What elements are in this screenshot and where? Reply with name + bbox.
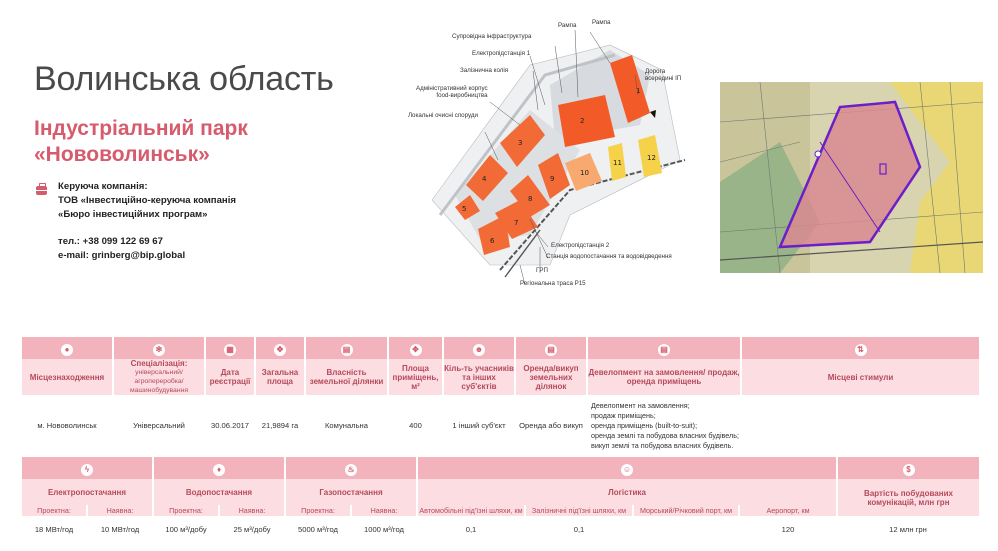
people-icon: ☻ <box>474 345 484 354</box>
value-gas-available: 1000 м³/год <box>351 516 417 544</box>
value-land-ownership: Комунальна <box>305 395 388 457</box>
site-plan-drawing <box>380 15 715 293</box>
value-port <box>633 516 739 544</box>
value-water-project: 100 м³/добу <box>153 516 219 544</box>
value-location: м. Нововолинськ <box>21 395 113 457</box>
svg-text:1: 1 <box>636 87 641 95</box>
label-railway: Залізнична колія <box>460 67 509 74</box>
sub-port: Морський/Річковий порт, км <box>633 505 739 516</box>
header-water: Водопостачання <box>153 479 285 505</box>
svg-text:10: 10 <box>580 169 589 177</box>
sub-water-available: Наявна: <box>219 505 285 516</box>
label-substation-1: Електропідстанція 1 <box>472 50 531 57</box>
briefcase-icon <box>36 186 47 195</box>
flame-icon: ♨ <box>345 464 357 476</box>
header-land-lease: Оренда/викуп земельних ділянок <box>515 359 587 395</box>
sub-road-access: Автомобільні під'їзні шляхи, км <box>417 505 525 516</box>
company-name-line2: «Бюро інвестиційних програм» <box>58 209 208 220</box>
value-local-incentives <box>741 395 979 457</box>
header-specialization-sub: універсальний/агропереробка/машинобудування <box>129 369 189 394</box>
label-admin-1: Адміністративний корпус <box>416 85 488 92</box>
value-rail-access: 0,1 <box>525 516 633 544</box>
svg-text:6: 6 <box>490 237 495 245</box>
label-substation-2: Електропідстанція 2 <box>551 242 610 249</box>
sub-rail-access: Залізничні під'їзні шляхи, км <box>525 505 633 516</box>
svg-text:11: 11 <box>613 159 622 167</box>
header-logistics: Логістика <box>417 479 837 505</box>
table1-icon-row <box>21 337 979 359</box>
header-land-ownership: Власність земельної ділянки <box>305 359 388 395</box>
label-water-station: Станція водопостачання та водовідведення <box>546 253 672 260</box>
header-participants: Кіль-ть учасників та інших суб'єктів <box>443 359 515 395</box>
svg-text:2: 2 <box>580 117 585 125</box>
management-company <box>58 180 236 222</box>
sub-electricity-available: Наявна: <box>87 505 153 516</box>
table1-data-row <box>21 395 979 457</box>
svg-text:9: 9 <box>550 175 555 183</box>
value-specialization: Універсальний <box>113 395 205 457</box>
header-electricity: Електропостачання <box>21 479 153 505</box>
label-grp: ГРП <box>536 267 548 274</box>
region-title: Волинська область <box>34 60 334 98</box>
svg-text:5: 5 <box>462 205 467 213</box>
table1-header-row <box>21 359 979 395</box>
park-name-line1: Індустріальний парк <box>34 117 248 140</box>
utilities-table <box>20 457 979 544</box>
svg-text:4: 4 <box>482 175 487 183</box>
dollar-icon: $ <box>903 464 915 476</box>
label-admin-2: food-виробництва <box>436 92 488 99</box>
value-road-access: 0,1 <box>417 516 525 544</box>
document-icon: ▤ <box>658 344 670 356</box>
value-airport: 120 <box>739 516 837 544</box>
sub-water-project: Проектна: <box>153 505 219 516</box>
value-cost: 12 млн грн <box>837 516 979 544</box>
header-location: Місцезнаходження <box>21 359 113 395</box>
value-electricity-project: 18 МВт/год <box>21 516 87 544</box>
label-ramp-1: Рампа <box>558 22 577 29</box>
company-name-line1: ТОВ «Інвестиційно-керуюча компанія <box>58 195 236 206</box>
header-gas: Газопостачання <box>285 479 417 505</box>
table2-header-row <box>21 479 979 505</box>
sub-gas-project: Проектна: <box>285 505 351 516</box>
header-premises-area: Площа приміщень, м² <box>388 359 443 395</box>
park-name <box>34 116 248 168</box>
park-info-table <box>20 337 979 457</box>
phone-text: тел.: +38 099 122 69 67 <box>58 236 163 247</box>
value-development: Девелопмент на замовлення; продаж приміщень; оренда приміщень (built-to-suit); оренда землі та побудова власних будівель; викуп землі та побудова власних будівель. <box>587 395 741 457</box>
cadastral-map-image <box>720 82 983 273</box>
header-specialization <box>113 359 205 395</box>
document-icon: ▤ <box>545 344 557 356</box>
label-road <box>645 68 681 82</box>
arrows-icon: ✥ <box>410 344 422 356</box>
svg-text:3: 3 <box>518 139 523 147</box>
label-highway: Регіональна траса Р15 <box>520 280 586 287</box>
contacts <box>58 235 185 263</box>
label-road-2: всередині ІП <box>645 75 682 82</box>
table2-subheader-row <box>21 505 979 516</box>
gear-icon: ✻ <box>153 344 165 356</box>
site-plan <box>380 15 715 293</box>
company-label: Керуюча компанія: <box>58 181 148 192</box>
value-gas-project: 5000 м³/год <box>285 516 351 544</box>
location-icon: ● <box>61 344 73 356</box>
calendar-icon: ▦ <box>224 344 236 356</box>
header-local-incentives: Місцеві стимули <box>741 359 979 395</box>
table2-data-row <box>21 516 979 544</box>
incentives-icon: ⇅ <box>855 344 867 356</box>
document-icon: ▤ <box>341 344 353 356</box>
value-water-available: 25 м³/добу <box>219 516 285 544</box>
value-premises-area: 400 <box>388 395 443 457</box>
svg-text:12: 12 <box>647 154 656 162</box>
logistics-icon: ☺ <box>622 465 632 474</box>
header-specialization-label: Спеціалізація: <box>130 359 188 368</box>
label-road-1: Дорога <box>645 68 666 75</box>
header-total-area: Загальна площа <box>255 359 305 395</box>
arrows-icon: ✥ <box>274 344 286 356</box>
email-text: e-mail: grinberg@bip.global <box>58 250 186 261</box>
header-registration-date: Дата реєстрації <box>205 359 255 395</box>
label-infrastructure: Супровідна інфраструктура <box>452 33 532 40</box>
cadastral-map <box>720 82 983 273</box>
svg-text:7: 7 <box>514 219 519 227</box>
park-name-line2: «Нововолинськ» <box>34 143 210 166</box>
value-electricity-available: 10 МВт/год <box>87 516 153 544</box>
svg-text:8: 8 <box>528 195 533 203</box>
lightning-icon: ϟ <box>81 464 93 476</box>
value-land-lease: Оренда або викуп <box>515 395 587 457</box>
label-admin <box>416 85 488 99</box>
label-treatment: Локальні очисні споруди <box>408 112 478 119</box>
value-total-area: 21,9894 га <box>255 395 305 457</box>
water-drop-icon: ♦ <box>213 464 225 476</box>
sub-airport: Аеропорт, км <box>739 505 837 516</box>
value-participants: 1 інший суб'єкт <box>443 395 515 457</box>
header-cost: Вартість побудованих комунікацій, млн грн <box>837 479 979 516</box>
label-ramp-2: Рампа <box>592 19 611 26</box>
header-development: Девелопмент на замовлення/ продаж, оренда приміщень <box>587 359 741 395</box>
sub-gas-available: Наявна: <box>351 505 417 516</box>
sub-electricity-project: Проектна: <box>21 505 87 516</box>
value-registration-date: 30.06.2017 <box>205 395 255 457</box>
table2-icon-row <box>21 457 979 479</box>
